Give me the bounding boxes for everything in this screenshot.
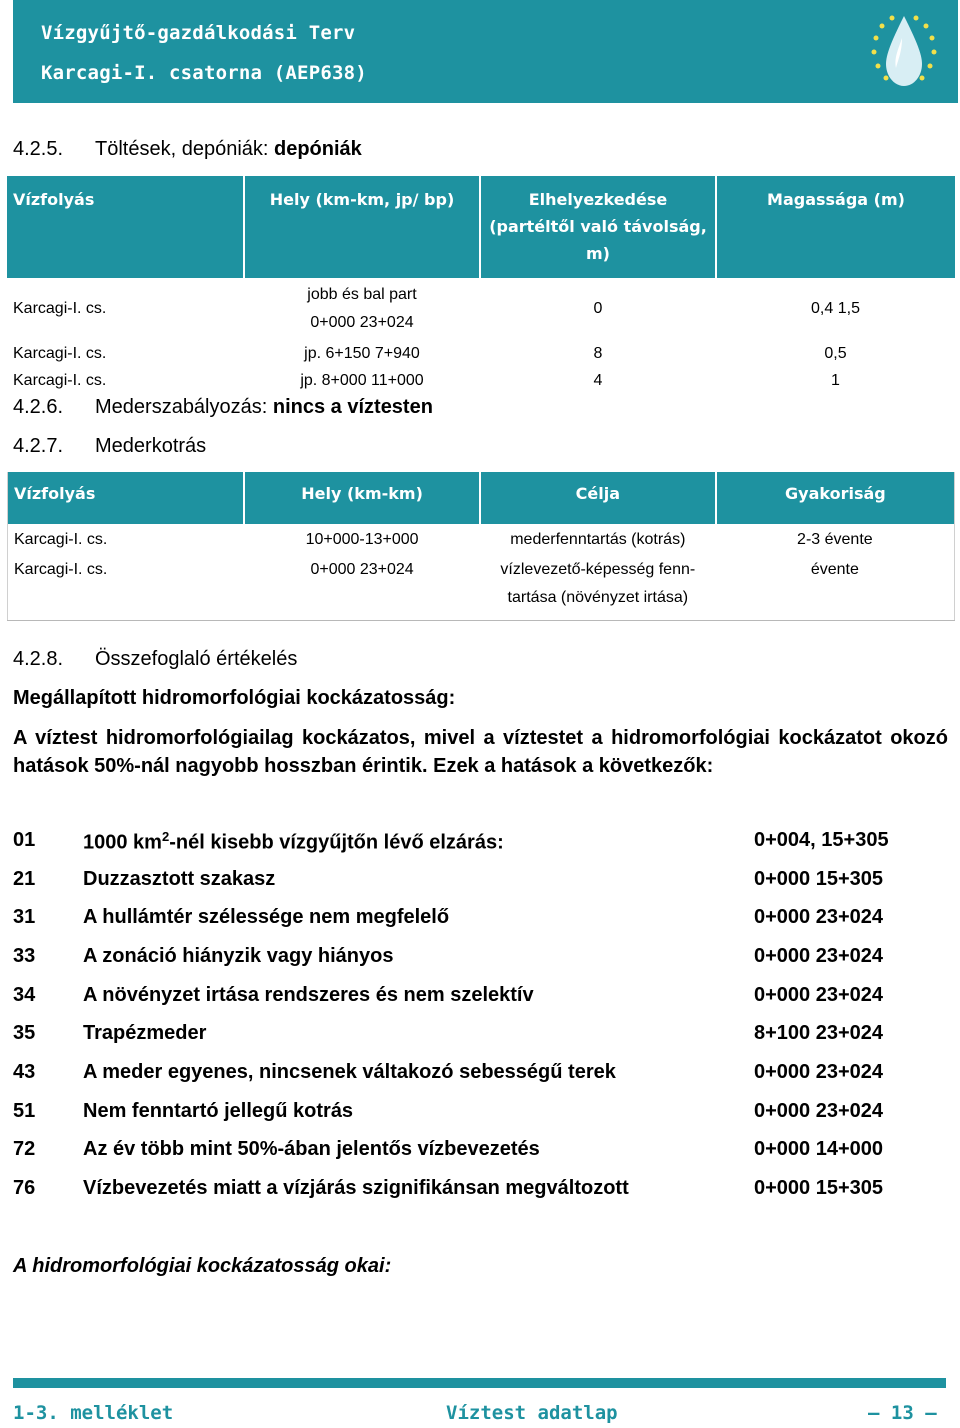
impact-description: A hullámtér szélessége nem megfelelő <box>83 906 450 928</box>
watercourse-cell: Karcagi-I. cs. <box>13 344 107 362</box>
impact-code: 35 <box>13 1022 36 1044</box>
superscript: 2 <box>161 829 170 844</box>
footer-bar <box>13 1378 946 1388</box>
watercourse-cell: Karcagi-I. cs. <box>14 531 108 548</box>
col-header: Célja <box>480 472 716 524</box>
table-row <box>7 340 955 367</box>
section-number: 4.2.5. <box>13 138 64 160</box>
impact-code: 01 <box>13 829 36 851</box>
section-number: 4.2.6. <box>13 396 64 418</box>
water-drop-eu-stars-icon <box>862 8 944 94</box>
footer-page-number: – 13 – <box>868 1402 937 1424</box>
risk-heading: Megállapított hidromorfológiai kockázatosság: <box>13 687 456 709</box>
section-title: Mederszabályozás: <box>95 396 273 418</box>
section-4-2-8-heading <box>13 648 297 671</box>
col-header: Gyakoriság <box>716 472 955 524</box>
place-cell: jp. 8+000 11+000 <box>300 371 424 389</box>
list-item <box>13 1100 903 1128</box>
table-row <box>7 278 955 340</box>
watercourse-cell: Karcagi-I. cs. <box>14 561 108 578</box>
impact-range: 8+100 23+024 <box>754 1022 884 1044</box>
impact-range: 0+000 23+024 <box>754 945 884 967</box>
section-title: Töltések, depóniák: <box>95 138 274 160</box>
header-subtitle: Karcagi-I. csatorna (AEP638) <box>41 62 367 84</box>
impact-description: A zonáció hiányzik vagy hiányos <box>83 945 394 967</box>
watercourse-cell: Karcagi-I. cs. <box>13 300 107 317</box>
list-item <box>13 945 903 973</box>
embankments-table <box>7 176 955 394</box>
impact-range: 0+000 23+024 <box>754 1100 884 1122</box>
list-item <box>13 1138 903 1166</box>
distance-cell: 0 <box>593 300 603 317</box>
section-number: 4.2.8. <box>13 648 64 670</box>
page-header <box>13 0 958 103</box>
section-4-2-7-heading <box>13 435 206 458</box>
col-header: Vízfolyás <box>8 472 245 524</box>
col-header: Magassága (m) <box>716 176 955 278</box>
impact-description: A meder egyenes, nincsenek váltakozó sebességű terek <box>83 1061 616 1083</box>
list-item <box>13 1177 903 1205</box>
place-cell <box>244 278 480 340</box>
place-line: 0+000 23+024 <box>310 314 414 331</box>
impact-range: 0+000 14+000 <box>754 1138 884 1160</box>
impact-code: 31 <box>13 906 36 928</box>
section-title: Összefoglaló értékelés <box>95 648 298 670</box>
impact-description: Nem fenntartó jellegű kotrás <box>83 1100 354 1122</box>
table-header-row <box>8 472 955 524</box>
impact-description: Az év több mint 50%-ában jelentős vízbevezetés <box>83 1138 540 1160</box>
impact-range: 0+000 23+024 <box>754 1061 884 1083</box>
list-item <box>13 984 903 1012</box>
impact-desc-text: -nél kisebb vízgyűjtőn lévő elzárás: <box>169 831 504 854</box>
impact-description: Duzzasztott szakasz <box>83 868 276 890</box>
section-number: 4.2.7. <box>13 435 64 457</box>
list-item <box>13 829 903 857</box>
page-number: 13 <box>890 1402 914 1424</box>
impact-code: 34 <box>13 984 36 1006</box>
height-cell: 0,5 <box>824 344 847 362</box>
place-line: jobb és bal part <box>307 286 417 303</box>
section-title-bold: depóniák <box>274 138 362 160</box>
impact-range: 0+000 23+024 <box>754 984 884 1006</box>
impact-code: 21 <box>13 868 36 890</box>
table-header-row <box>7 176 955 278</box>
impact-range: 0+004, 15+305 <box>754 829 889 851</box>
list-item <box>13 1022 903 1050</box>
header-title: Vízgyűjtő-gazdálkodási Terv <box>41 22 356 44</box>
dredging-table <box>7 472 955 621</box>
list-item <box>13 906 903 934</box>
impact-code: 76 <box>13 1177 36 1199</box>
impact-range: 0+000 15+305 <box>754 868 884 890</box>
impact-code: 51 <box>13 1100 36 1122</box>
col-header: Hely (km-km, jp/ bp) <box>244 176 480 278</box>
height-cell: 0,4 1,5 <box>811 300 860 317</box>
place-cell: jp. 6+150 7+940 <box>304 344 420 362</box>
distance-cell: 8 <box>593 344 603 362</box>
causes-heading: A hidromorfológiai kockázatosság okai: <box>13 1255 392 1277</box>
impact-description: Trapézmeder <box>83 1022 207 1044</box>
impact-description: A növényzet irtása rendszeres és nem szelektív <box>83 984 534 1006</box>
list-item <box>13 1061 903 1089</box>
purpose-cell: mederfenntartás (kotrás) <box>510 531 686 548</box>
height-cell: 1 <box>831 371 840 389</box>
frequency-cell: 2-3 évente <box>797 531 873 548</box>
footer-left: 1-3. melléklet <box>13 1402 174 1424</box>
list-item <box>13 868 903 896</box>
place-cell: 10+000-13+000 <box>305 531 419 548</box>
table-row <box>8 524 955 556</box>
impact-description: Vízbevezetés miatt a vízjárás szignifikánsan megváltozott <box>83 1177 629 1199</box>
place-cell: 0+000 23+024 <box>310 561 414 578</box>
purpose-line: tartása (növényzet irtása) <box>507 589 689 606</box>
impact-code: 72 <box>13 1138 36 1160</box>
section-4-2-6-heading <box>13 396 433 419</box>
col-header: Elhelyezkedése (partéltől való távolság, m) <box>480 176 716 278</box>
risk-paragraph: A víztest hidromorfológiailag kockázatos, mivel a víztestet a hidromorfológiai kockázatot okozó hatások 50%-nál nagyobb hosszban érintik. Ezek a hatások a következők: <box>13 727 948 777</box>
col-header: Hely (km-km) <box>244 472 480 524</box>
impact-code: 43 <box>13 1061 36 1083</box>
table-row <box>7 367 955 394</box>
impact-range: 0+000 23+024 <box>754 906 884 928</box>
purpose-cell <box>480 556 716 621</box>
impact-description <box>83 829 504 855</box>
section-4-2-5-heading <box>13 138 362 161</box>
impact-desc-text: 1000 km <box>83 831 162 854</box>
impact-range: 0+000 15+305 <box>754 1177 884 1199</box>
impact-code: 33 <box>13 945 36 967</box>
watercourse-cell: Karcagi-I. cs. <box>13 371 107 389</box>
section-title-bold: nincs a víztesten <box>272 396 433 418</box>
frequency-cell: évente <box>810 561 859 578</box>
col-header: Vízfolyás <box>7 176 244 278</box>
section-title: Mederkotrás <box>95 435 207 457</box>
distance-cell: 4 <box>593 371 603 389</box>
purpose-line: vízlevezető-képesség fenn- <box>500 561 696 578</box>
table-row <box>8 556 955 621</box>
footer-center: Víztest adatlap <box>446 1402 618 1424</box>
